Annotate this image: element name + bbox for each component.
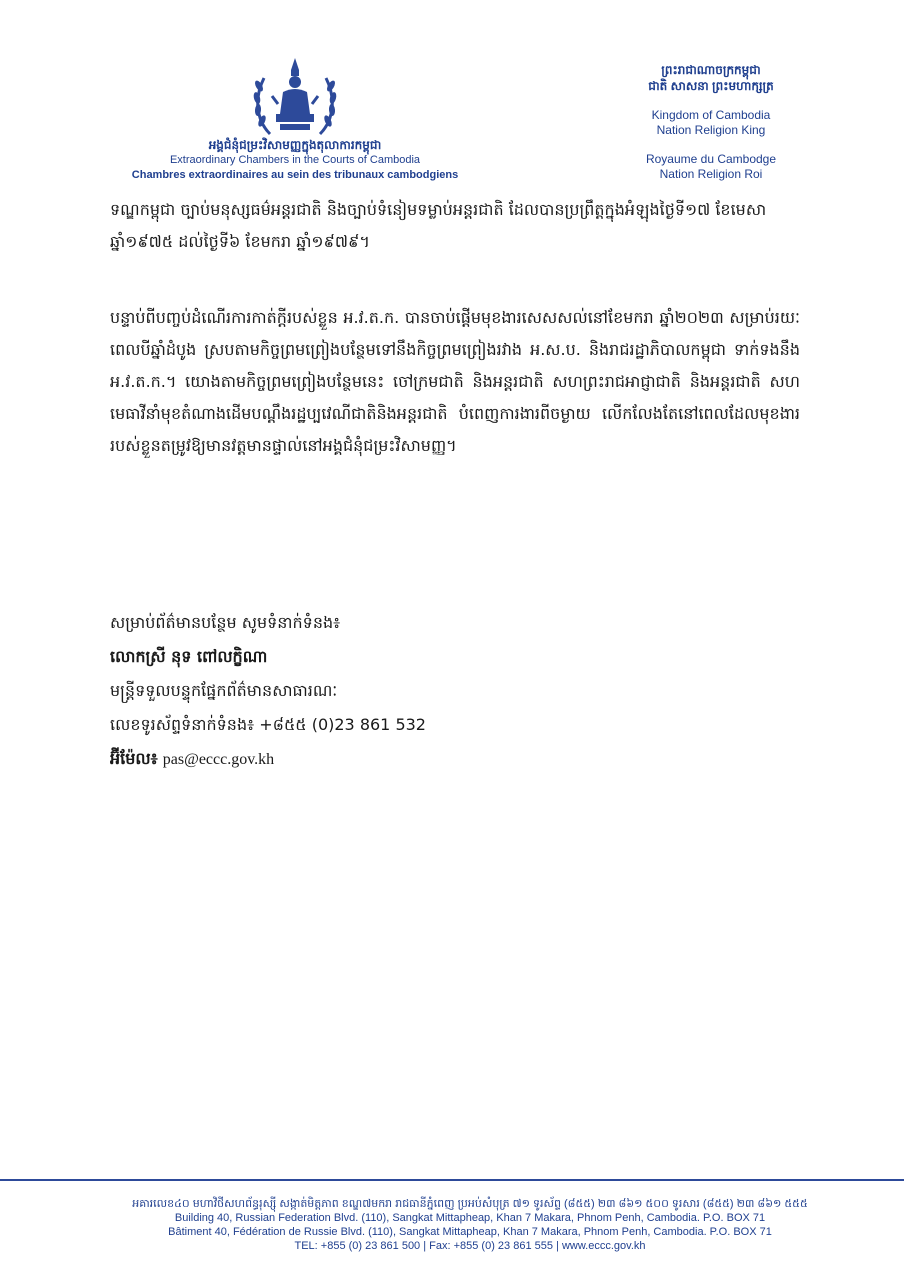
institution-name-khmer: អង្គជំនុំជម្រះវិសាមញ្ញក្នុងតុលាការកម្ពុជា: [208, 138, 382, 152]
body-paragraph-2: បន្ទាប់ពីបញ្ចប់ដំណើរការកាត់ក្តីរបស់ខ្លួន អ.វ.ត.ក. បានចាប់ផ្តើមមុខងារសេសសល់នៅខែមករា ឆ្នាំ២០២៣ សម្រាប់រយៈពេលបីឆ្នាំដំបូង ស្របតាមកិច្ចព្រមព្រៀងបន្ថែមទៅនឹងកិច្ចព្រមព្រៀងរវាង អ.ស.ប. និងរាជរដ្ឋាភិបាលកម្ពុជា ទាក់ទងនឹង អ.វ.ត.ក.។ យោងតាមកិច្ចព្រមព្រៀងបន្ថែមនេះ ចៅក្រមជាតិ និងអន្តរជាតិ សហព្រះរាជអាជ្ញាជាតិ និងអន្តរជាតិ សហមេធាវីនាំមុខតំណាងដើមបណ្តឹងរដ្ឋប្បវេណីជាតិនិងអន្តរជាតិ បំពេញការងារពីចម្ងាយ លើកលែងតែនៅពេលដែលមុខងាររបស់ខ្លួនតម្រូវឱ្យមានវត្តមានផ្ទាល់នៅអង្គជំនុំជម្រះវិសាមញ្ញ។: [110, 308, 800, 455]
motto-english: Nation Religion King: [656, 123, 766, 137]
kingdom-khmer: ព្រះរាជាណាចក្រកម្ពុជា: [661, 63, 761, 77]
contact-block: [110, 606, 710, 776]
motto-french: Nation Religion Roi: [659, 167, 763, 181]
footer-address-french: Bâtiment 40, Fédération de Russie Blvd. (110), Sangkat Mittapheap, Khan 7 Makara, Phnom Penh, Cambodia. P.O. BOX 71: [168, 1226, 772, 1238]
footer-address-english: Building 40, Russian Federation Blvd. (110), Sangkat Mittapheap, Khan 7 Makara, Phnom Penh, Cambodia. P.O. BOX 71: [174, 1212, 766, 1224]
body-paragraph-1: ទណ្ឌកម្ពុជា ច្បាប់មនុស្សធម៌អន្តរជាតិ និងច្បាប់ទំនៀមទម្លាប់អន្តរជាតិ ដែលបានប្រព្រឹត្តក្នុងអំឡុងថ្ងៃទី១៧ ខែមេសា ឆ្នាំ១៩៧៥ ដល់ថ្ងៃទី៦ ខែមករា ឆ្នាំ១៩៧៩។: [110, 200, 767, 251]
email-value[interactable]: pas@eccc.gov.kh: [162, 751, 275, 768]
phone-label: លេខទូរស័ព្ទទំនាក់ទំនង៖: [110, 715, 255, 734]
contact-name: លោកស្រី នុទ ពៅលក្ខិណា: [110, 647, 268, 666]
kingdom-english: Kingdom of Cambodia: [651, 108, 771, 122]
contact-intro: សម្រាប់ព័ត៌មានបន្ថែម សូមទំនាក់ទំនង៖: [110, 613, 341, 632]
contact-phone-row: [110, 708, 710, 742]
contact-title: មន្ត្រីទទួលបន្ទុកផ្នែកព័ត៌មានសាធារណៈ: [110, 681, 338, 700]
email-label: អ៊ីម៉ែល៖: [110, 749, 158, 768]
institution-name-french: Chambres extraordinaires au sein des tribunaux cambodgiens: [131, 169, 459, 181]
institution-header: [105, 138, 485, 183]
motto-khmer: ជាតិ សាសនា ព្រះមហាក្សត្រ: [648, 79, 774, 93]
contact-email-row: [110, 742, 710, 776]
footer-address-khmer: អគារលេខ៤០ មហាវិថីសហព័ន្ធរុស្ស៊ី សង្កាត់មិត្តភាព ខណ្ឌ៧មករា រាជធានីភ្នំពេញ ប្រអប់សំបុត្រ ៧១ ទូរស័ព្ទ (៨៥៥) ២៣ ៨៦១ ៥០០ ទូរសារ (៨៥៥) ២៣ ៨៦១ ៥៥៥: [132, 1198, 808, 1210]
eccc-emblem-logo: [250, 56, 340, 140]
footer-contact-line: TEL: +855 (0) 23 861 500 | Fax: +855 (0) 23 861 555 | www.eccc.gov.kh: [294, 1240, 646, 1252]
kingdom-french: Royaume du Cambodge: [645, 152, 777, 166]
phone-value: +៨៥៥ (0)23 861 532: [259, 715, 426, 734]
kingdom-header: [626, 62, 796, 182]
footer: [60, 1197, 880, 1253]
institution-name-english: Extraordinary Chambers in the Courts of Cambodia: [169, 154, 421, 166]
footer-divider: [0, 1179, 904, 1181]
